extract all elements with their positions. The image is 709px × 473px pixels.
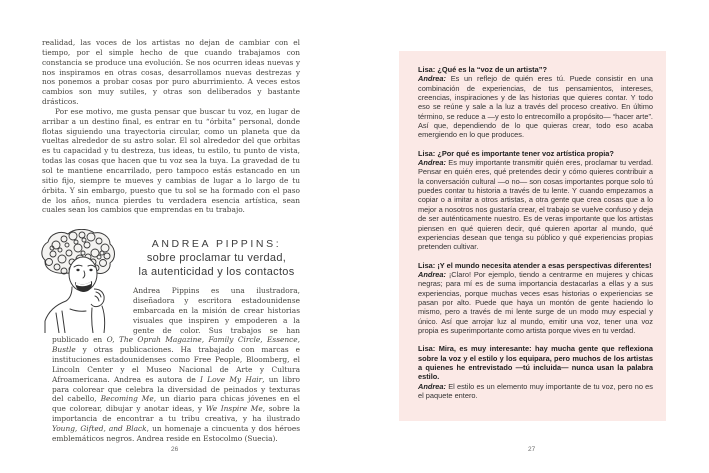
andrea-portrait-illustration <box>36 229 126 333</box>
answer-speaker: Andrea: <box>418 381 446 391</box>
answer-speaker: Andrea: <box>418 158 446 168</box>
interview-question <box>418 65 653 74</box>
paragraph-orbit-metaphor: Por ese motivo, me gusta pensar que buscar tu voz, en lugar de arribar a un destino final, es entrar en tu “órbita” personal, donde flotas siguiendo una trayectoria circular, como un planeta que da vueltas alrededor de su astro solar. El sol alrededor del que orbitas es tu capacidad y tu destreza, tus ideas, tu estilo, tu punto de vista, todas las cosas que hacen que tu voz sea la tuya. La gravedad de tu sol te mantiene encarrilado, pero tampoco estás estancado en un sitio fijo, siempre te mueves y cambias de lugar a lo largo de tu órbita. Y sin embargo, puesto que tu sol se ha formado con el paso de los años, nunca pierdes tu verdadera esencia artística, sean cuales sean los cambios que emprendas en tu trabajo. <box>42 106 300 215</box>
heading-name: ANDREA PIPPINS: <box>151 238 282 251</box>
page-number-left: 26 <box>171 446 179 453</box>
qa-list <box>399 51 666 400</box>
left-page <box>42 38 300 444</box>
interview-question <box>418 261 653 270</box>
question-speaker: Lisa: <box>418 148 436 158</box>
answer-text: Es un reflejo de quién eres tú. Puede consistir en una combinación de experiencias, de tus pensamientos, intereses, creencias, inspiraciones y de las historias que quieres contar. Y todo eso se reúne y sale a la luz a través del proceso creativo. En último término, se reduce a —y esto lo entrecomillo a propósito— “hacer arte”. Así que, dependiendo de lo que quieras crear, todo eso acaba emergiendo en lo que produces. <box>418 74 653 140</box>
answer-text: El estilo es un elemento muy importante de tu voz, pero no es el paquete entero. <box>418 381 653 400</box>
question-text: ¿Por qué es importante tener voz artística propia? <box>437 148 614 158</box>
answer-speaker: Andrea: <box>418 74 446 84</box>
bio-text: Andrea Pippins es una ilustradora, diseñadora y escritora estadounidense embarcada en la misión de crear historias visuales que inspiren y empoderen a la gente de color. Sus trabajos se han publicado en O, The Oprah Magazine, Family Circle, Essence, Bustle y otras publicaciones. Ha trabajado con marcas e instituciones estadounidenses como Free People, Bloomberg, el Lincoln Center y el Museo Nacional de Arte y Cultura Afroamericana. Andrea es autora de I Love My Hair, un libro para colorear que celebra la diversidad de peinados y texturas del cabello, Becoming Me, un diario para chicas jóvenes en el que colorear, dibujar y anotar ideas, y We Inspire Me, sobre la importancia de encontrar a tu tribu creativa, y ha ilustrado Young, Gifted, and Black, un homenaje a cincuenta y dos héroes emblemáticos negros. Andrea reside en Estocolmo (Suecia). <box>52 286 300 443</box>
qa-item-2 <box>418 149 653 252</box>
interview-answer <box>418 158 653 251</box>
paragraph-artists-voice: realidad, las voces de los artistas no dejan de cambiar con el tiempo, por el simple hecho de que cuando trabajamos con constancia se produce una evolución. Se nos ocurren ideas nuevas y nos inspiramos en otras cosas, desarrollamos nuevas destrezas y nos ponemos a probar cosas por puro aburrimiento. A veces estos cambios son muy sutiles, y otras son deliberados y bastante drásticos. <box>42 38 300 107</box>
question-speaker: Lisa: <box>418 260 436 270</box>
page-number-right: 27 <box>528 446 536 453</box>
heading-subtitle-1: sobre proclamar tu verdad, <box>146 252 287 265</box>
ink-sketch-portrait-icon <box>36 229 126 333</box>
answer-speaker: Andrea: <box>418 269 446 279</box>
qa-item-4 <box>418 344 653 400</box>
question-speaker: Lisa: <box>418 344 436 354</box>
answer-text: Es muy importante transmitir quién eres, proclamar tu verdad. Pensar en quién eres, qué pretendes decir y cómo quieres contribuir a la conversación cultural —o no— son cosas importantes porque solo tú puedes contar tu historia a través de tu lente. Y cuando empezamos a copiar o a imitar a otros artistas, a otra gente que crea cosas que a lo mejor a nosotros nos gustaría crear, el trabajo se vuelve confuso y deja de ser auténticamente nuestro. Es de veras importante que los artistas piensen en qué quieren decir, qué quieren aportar al mundo, qué experiencias desean que tenga su público y qué experiencias propias pretenden cultivar. <box>418 158 653 252</box>
interview-question <box>418 149 653 158</box>
qa-item-1 <box>418 65 653 140</box>
qa-item-3 <box>418 261 653 336</box>
interview-answer <box>418 270 653 335</box>
profile-section <box>42 231 300 444</box>
interview-answer <box>418 74 653 139</box>
heading-subtitle-2: la autenticidad y los contactos <box>138 266 295 279</box>
answer-text: ¡Claro! Por ejemplo, tiendo a centrarme en mujeres y chicas negras; para mí es de suma importancia destacarlas a ellas y a sus experiencias, porque muchas veces esas historias o experiencias se pasan por alto. Puede que haya un montón de gente haciendo lo mismo, pero a través de mi lente surge de un modo muy especial y único. Así que arrojar luz al mundo, emitir una voz, tener una voz propia es superimportante como artista porque vives en tu verdad. <box>418 269 653 335</box>
interview-question <box>418 344 653 381</box>
question-text: ¿Qué es la “voz de un artista”? <box>437 65 547 74</box>
interview-panel <box>399 51 666 421</box>
question-speaker: Lisa: <box>418 65 436 74</box>
interview-answer <box>418 382 653 401</box>
question-text: Mira, es muy interesante: hay mucha gente que reflexiona sobre la voz y el estilo y los equipara, pero muchos de los artistas a quienes he entrevistado —tú incluida— nunca usan la palabra estilo. <box>418 344 653 382</box>
question-text: ¡Y el mundo necesita atender a esas perspectivas diferentes! <box>437 260 652 270</box>
